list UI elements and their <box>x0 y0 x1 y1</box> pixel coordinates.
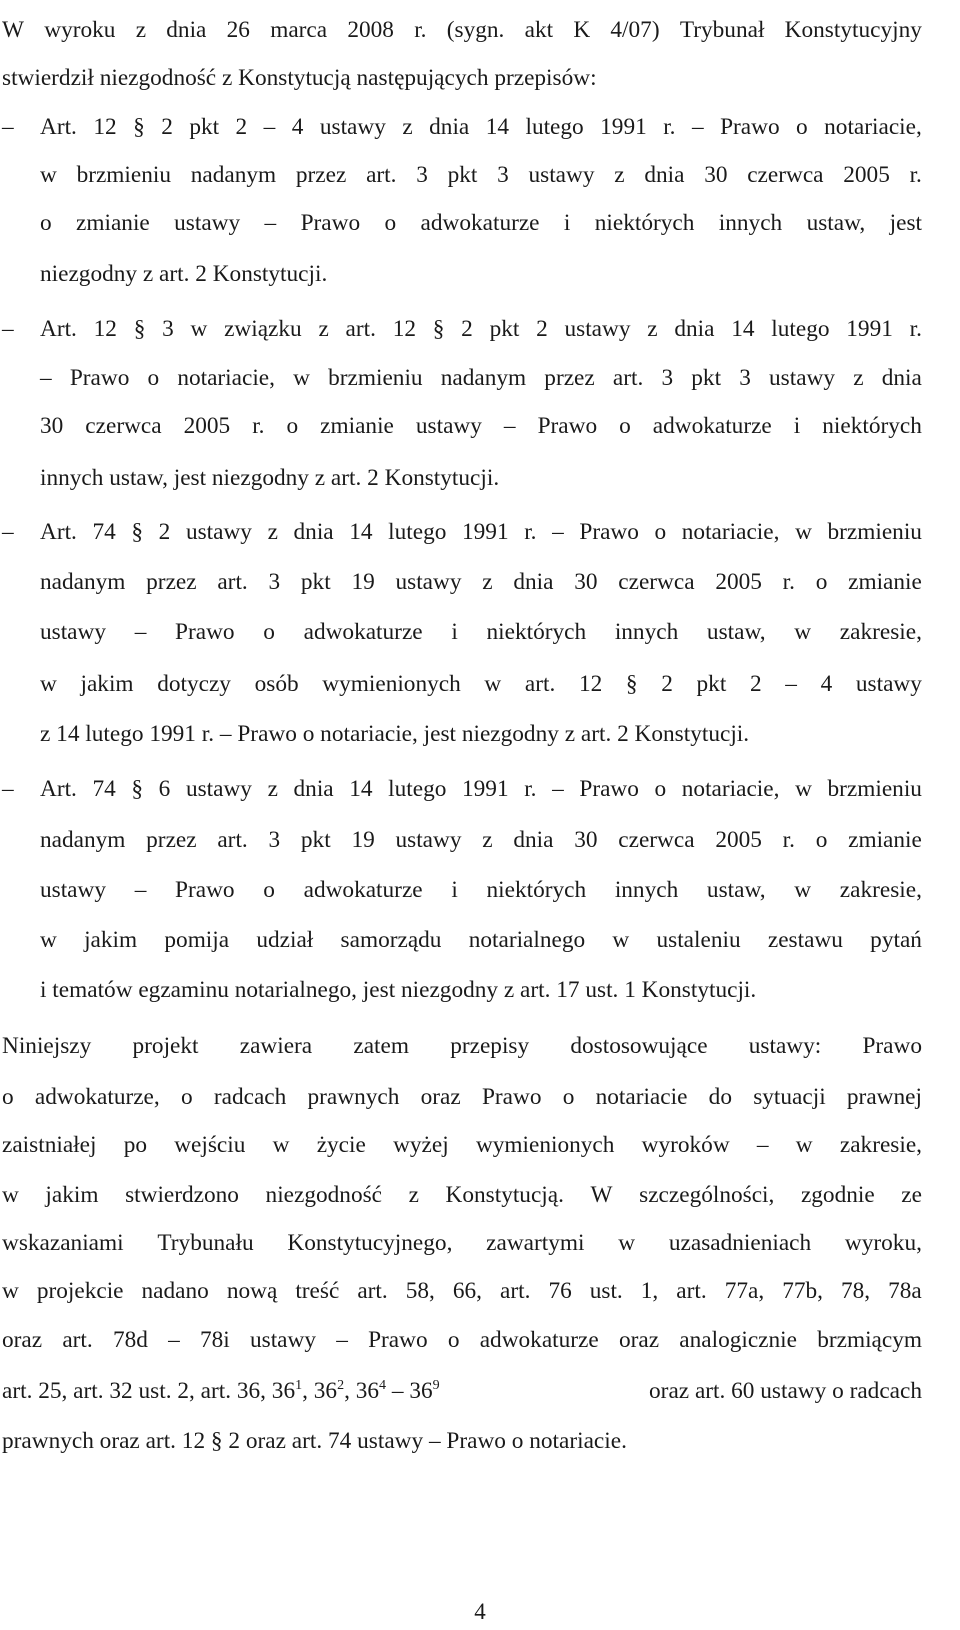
list-item-line: nadanym przez art. 3 pkt 19 ustawy z dnia 30 czerwca 2005 r. o zmianie <box>40 827 922 853</box>
list-item-line: w brzmieniu nadanym przez art. 3 pkt 3 ustawy z dnia 30 czerwca 2005 r. <box>40 162 922 188</box>
intro-line: stwierdził niezgodność z Konstytucją następujących przepisów: <box>2 65 597 91</box>
summary-line: oraz art. 78d – 78i ustawy – Prawo o adwokaturze oraz analogicznie brzmiącym <box>2 1327 922 1353</box>
list-item-line: Art. 12 § 2 pkt 2 – 4 ustawy z dnia 14 lutego 1991 r. – Prawo o notariacie, <box>40 114 922 140</box>
list-bullet: – <box>2 519 14 545</box>
article-references <box>2 1367 440 1416</box>
list-item-line: 30 czerwca 2005 r. o zmianie ustawy – Prawo o adwokaturze i niektórych <box>40 413 922 439</box>
summary-line: w projekcie nadano nową treść art. 58, 66, art. 76 ust. 1, art. 77a, 77b, 78, 78a <box>2 1278 922 1304</box>
list-item-line: niezgodny z art. 2 Konstytucji. <box>40 261 328 287</box>
list-item-line: Art. 12 § 3 w związku z art. 12 § 2 pkt 2 ustawy z dnia 14 lutego 1991 r. <box>40 316 922 342</box>
reference-text: – 36 <box>386 1378 433 1404</box>
list-item-line: Art. 74 § 2 ustawy z dnia 14 lutego 1991 r. – Prawo o notariacie, w brzmieniu <box>40 519 922 545</box>
list-item-line: ustawy – Prawo o adwokaturze i niektórych innych ustaw, w zakresie, <box>40 877 922 903</box>
reference-text: , 36 <box>344 1378 380 1404</box>
superscript-number: 1 <box>295 1378 303 1393</box>
list-item-line: i tematów egzaminu notarialnego, jest niezgodny z art. 17 ust. 1 Konstytucji. <box>40 977 757 1003</box>
summary-line: o adwokaturze, o radcach prawnych oraz Prawo o notariacie do sytuacji prawnej <box>2 1084 922 1110</box>
summary-line: w jakim stwierdzono niezgodność z Konstytucją. W szczególności, zgodnie ze <box>2 1182 922 1208</box>
superscript-number: 9 <box>432 1378 440 1393</box>
list-item-line: o zmianie ustawy – Prawo o adwokaturze i niektórych innych ustaw, jest <box>40 210 922 236</box>
list-bullet: – <box>2 316 14 342</box>
list-item-line: ustawy – Prawo o adwokaturze i niektórych innych ustaw, w zakresie, <box>40 619 922 645</box>
list-item-line: w jakim pomija udział samorządu notarialnego w ustaleniu zestawu pytań <box>40 927 922 953</box>
summary-line: wskazaniami Trybunału Konstytucyjnego, zawartymi w uzasadnieniach wyroku, <box>2 1230 922 1256</box>
reference-text: art. 25, art. 32 ust. 2, art. 36, 36 <box>2 1378 296 1404</box>
intro-line: W wyroku z dnia 26 marca 2008 r. (sygn. akt K 4/07) Trybunał Konstytucyjny <box>2 17 922 43</box>
page-number: 4 <box>474 1599 486 1624</box>
summary-line: zaistniałej po wejściu w życie wyżej wymienionych wyroków – w zakresie, <box>2 1132 922 1158</box>
reference-text: oraz art. 60 ustawy o radcach <box>649 1378 922 1404</box>
list-bullet: – <box>2 776 14 802</box>
superscript-number: 4 <box>379 1378 387 1393</box>
list-item-line: z 14 lutego 1991 r. – Prawo o notariacie, jest niezgodny z art. 2 Konstytucji. <box>40 721 750 747</box>
summary-last-line: prawnych oraz art. 12 § 2 oraz art. 74 ustawy – Prawo o notariacie. <box>2 1428 627 1454</box>
superscript-number: 2 <box>337 1378 345 1393</box>
list-item-line: – Prawo o notariacie, w brzmieniu nadanym przez art. 3 pkt 3 ustawy z dnia <box>40 365 922 391</box>
summary-line-superscripts <box>2 1367 922 1416</box>
summary-line: Niniejszy projekt zawiera zatem przepisy dostosowujące ustawy: Prawo <box>2 1033 922 1059</box>
list-item-line: nadanym przez art. 3 pkt 19 ustawy z dnia 30 czerwca 2005 r. o zmianie <box>40 569 922 595</box>
list-bullet: – <box>2 114 14 140</box>
list-item-line: innych ustaw, jest niezgodny z art. 2 Konstytucji. <box>40 465 500 491</box>
list-item-line: w jakim dotyczy osób wymienionych w art. 12 § 2 pkt 2 – 4 ustawy <box>40 671 922 697</box>
list-item-line: Art. 74 § 6 ustawy z dnia 14 lutego 1991 r. – Prawo o notariacie, w brzmieniu <box>40 776 922 802</box>
reference-text: , 36 <box>302 1378 338 1404</box>
